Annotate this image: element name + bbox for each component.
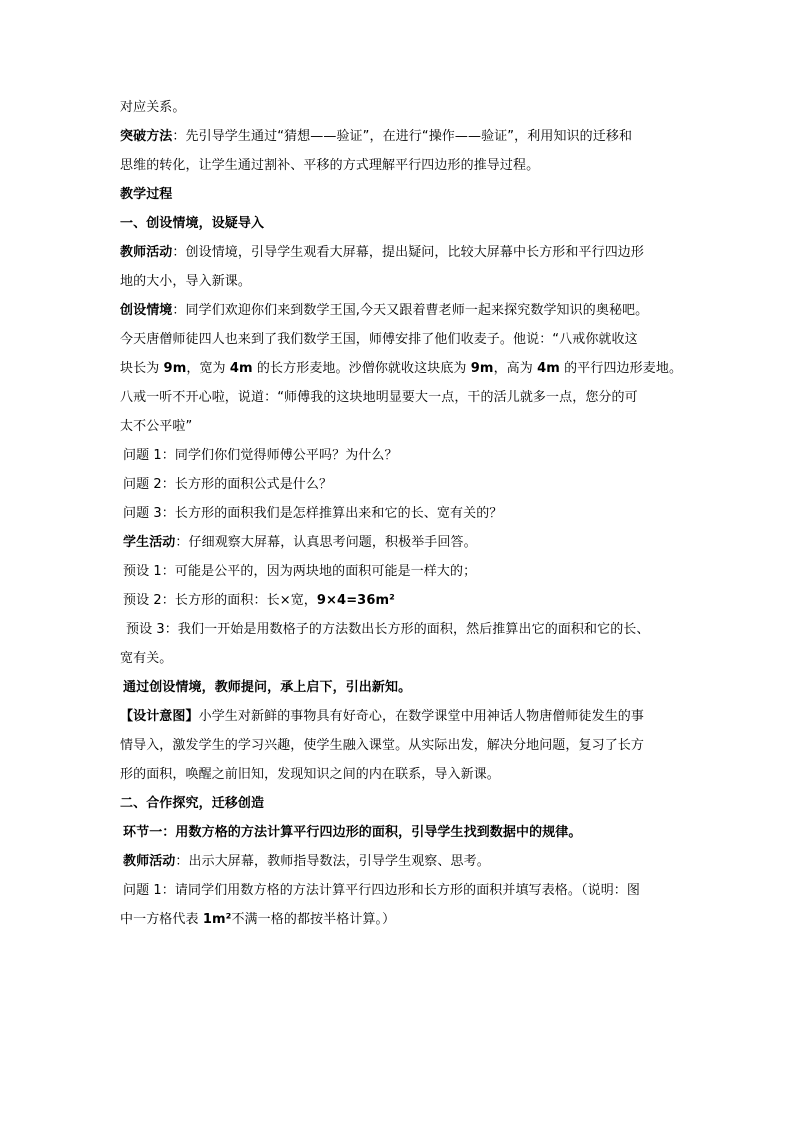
body-text: 块长为 xyxy=(120,361,164,376)
text-line xyxy=(120,534,692,563)
text-line xyxy=(120,737,692,766)
text-line xyxy=(120,186,692,215)
text-line xyxy=(120,708,692,737)
text-line xyxy=(120,273,692,302)
body-text: 问题 3：长方形的面积我们是怎样推算出来和它的长、宽有关的？ xyxy=(123,506,503,521)
body-text: 今天唐僧师徒四人也来到了我们数学王国，师傅安排了他们收麦子。他说：“八戒你就收这 xyxy=(120,332,638,347)
body-text: 思维的转化，让学生通过割补、平移的方式理解平行四边形的推导过程。 xyxy=(120,158,540,173)
bold-text: 教师活动 xyxy=(120,245,173,260)
body-text: 中一方格代表 xyxy=(120,912,203,927)
bold-text: 4m xyxy=(537,361,560,376)
bold-text: 一、创设情境，设疑导入 xyxy=(120,216,265,231)
body-text: 预设 2：长方形的面积：长×宽， xyxy=(123,593,317,608)
text-line xyxy=(120,360,692,389)
bold-text: 二、合作探究，迁移创造 xyxy=(120,796,265,811)
text-line xyxy=(120,128,692,157)
text-line xyxy=(120,853,692,882)
body-text: 预设 3：我们一开始是用数格子的方法数出长方形的面积，然后推算出它的面积和它的长、 xyxy=(126,622,650,637)
body-text: 的长方形麦地。沙僧你就收这块底为 xyxy=(252,361,471,376)
bold-text: 9×4=36m² xyxy=(316,593,395,608)
text-line xyxy=(120,650,692,679)
text-line xyxy=(120,766,692,795)
text-line xyxy=(120,795,692,824)
body-text: ：创设情境，引导学生观看大屏幕，提出疑问，比较大屏幕中长方形和平行四边形 xyxy=(172,245,645,260)
bold-text: 突破方法 xyxy=(120,129,173,144)
text-line xyxy=(120,563,692,592)
body-text: 太不公平啦” xyxy=(120,419,193,434)
bold-text: 通过创设情境，教师提问，承上启下，引出新知。 xyxy=(123,680,412,695)
bold-text: 教师活动 xyxy=(123,854,176,869)
text-line xyxy=(120,592,692,621)
text-line xyxy=(120,302,692,331)
body-text: 不满一格的都按半格计算。） xyxy=(231,912,396,927)
text-line xyxy=(120,418,692,447)
text-line xyxy=(120,215,692,244)
bold-text: 4m xyxy=(229,361,253,376)
document-body xyxy=(120,99,692,940)
text-line xyxy=(120,157,692,186)
bold-text: 学生活动 xyxy=(123,535,176,550)
bold-text: 创设情境 xyxy=(120,303,173,318)
body-text: 的平行四边形麦地。 xyxy=(559,361,683,376)
text-line xyxy=(120,244,692,273)
body-text: ：仔细观察大屏幕，认真思考问题，积极举手回答。 xyxy=(175,535,477,550)
bold-text: 1m² xyxy=(202,912,232,927)
text-line xyxy=(120,882,692,911)
text-line xyxy=(120,679,692,708)
body-text: ：出示大屏幕，教师指导数法，引导学生观察、思考。 xyxy=(175,854,490,869)
body-text: 问题 1：请同学们用数方格的方法计算平行四边形和长方形的面积并填写表格。（说明：图 xyxy=(123,883,641,898)
text-line xyxy=(120,447,692,476)
body-text: ：同学们欢迎你们来到数学王国,今天又跟着曹老师一起来探究数学知识的奥秘吧。 xyxy=(172,303,649,318)
text-line xyxy=(120,911,692,940)
bold-text: 教学过程 xyxy=(120,187,173,202)
body-text: 宽有关。 xyxy=(120,651,173,666)
body-text: 预设 1：可能是公平的，因为两块地的面积可能是一样大的； xyxy=(123,564,477,579)
body-text: 问题 2：长方形的面积公式是什么？ xyxy=(123,477,333,492)
text-line xyxy=(120,476,692,505)
text-line xyxy=(120,389,692,418)
text-line xyxy=(120,99,692,128)
bold-text: 9m xyxy=(470,361,494,376)
text-line xyxy=(120,824,692,853)
bold-text: 【设计意图】 xyxy=(120,709,199,724)
body-text: ，高为 xyxy=(493,361,538,376)
text-line xyxy=(120,505,692,534)
body-text: 情导入，激发学生的学习兴趣，使学生融入课堂。从实际出发，解决分地问题，复习了长方 xyxy=(120,738,645,753)
bold-text: 环节一：用数方格的方法计算平行四边形的面积，引导学生找到数据中的规律。 xyxy=(123,825,582,840)
bold-text: 9m xyxy=(163,361,187,376)
body-text: 问题 1：同学们你们觉得师傅公平吗？为什么？ xyxy=(123,448,398,463)
body-text: 对应关系。 xyxy=(120,100,186,115)
body-text: ，宽为 xyxy=(186,361,230,376)
body-text: 小学生对新鲜的事物具有好奇心，在数学课堂中用神话人物唐僧师徒发生的事 xyxy=(198,709,645,724)
text-line xyxy=(120,331,692,360)
body-text: 形的面积，唤醒之前旧知，发现知识之间的内在联系，导入新课。 xyxy=(120,767,500,782)
text-line xyxy=(120,621,692,650)
body-text: 八戒一听不开心啦，说道：“师傅我的这块地明显要大一点，干的活儿就多一点，您分的可 xyxy=(120,390,638,405)
body-text: 地的大小，导入新课。 xyxy=(120,274,252,289)
body-text: ：先引导学生通过“猜想——验证”，在进行“操作——验证”，利用知识的迁移和 xyxy=(172,129,633,144)
